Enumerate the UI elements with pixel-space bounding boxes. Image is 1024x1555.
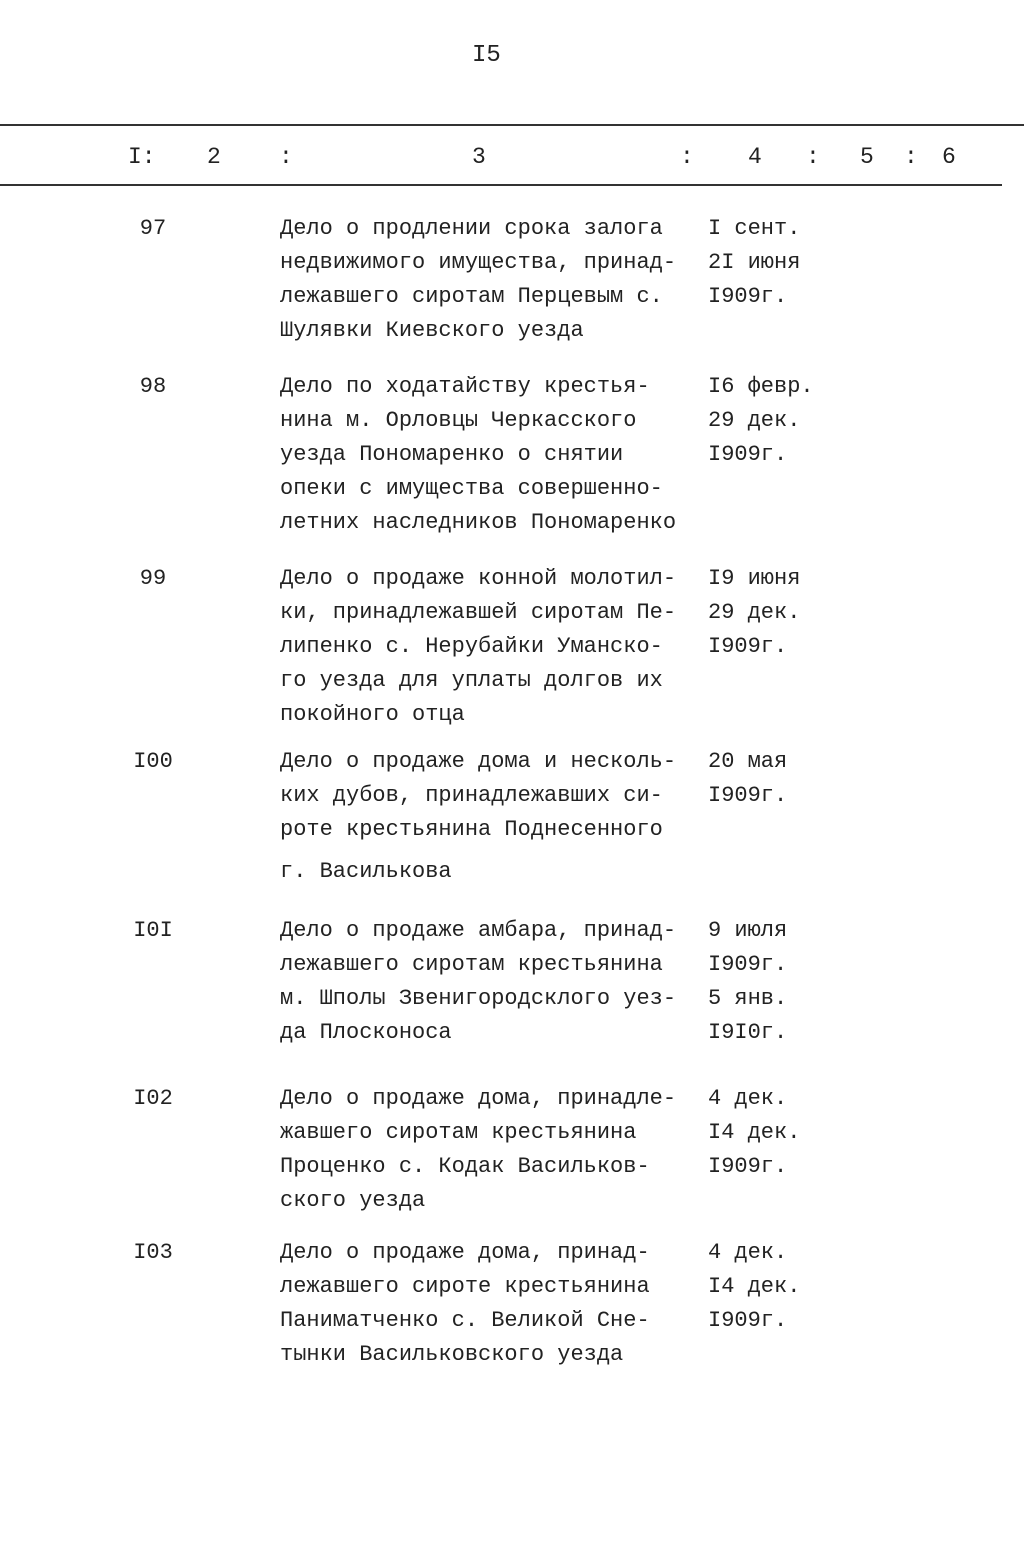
description-line: Шулявки Киевского уезда xyxy=(280,318,584,343)
date-line: 4 дек. xyxy=(708,1240,788,1265)
entry-number: I0I xyxy=(133,918,173,943)
entry-description xyxy=(280,562,676,732)
col-header-2: 2 xyxy=(207,144,221,170)
entry-dates xyxy=(708,212,800,314)
entry-description xyxy=(280,370,676,540)
col-header-4: 4 xyxy=(748,144,762,170)
date-line: I4 дек. xyxy=(708,1120,801,1145)
description-line: го уезда для уплаты долгов их xyxy=(280,668,663,693)
col-separator: : xyxy=(680,144,694,170)
description-line: роте крестьянина Поднесенного xyxy=(280,817,663,842)
date-line: I6 февр. xyxy=(708,374,814,399)
entry-number: 99 xyxy=(139,566,167,591)
entry-description xyxy=(280,745,676,889)
description-line: жавшего сиротам крестьянина xyxy=(280,1120,637,1145)
description-line: Дело о продаже амбара, принад- xyxy=(280,918,677,943)
description-line: Дело о продаже дома, принад- xyxy=(280,1240,650,1265)
date-line: I909г. xyxy=(708,952,788,977)
description-line: ки, принадлежавшей сиротам Пе- xyxy=(280,600,677,625)
col-header-1: I: xyxy=(128,144,156,170)
entry-number: I00 xyxy=(133,749,173,774)
entry-number: I03 xyxy=(133,1240,173,1265)
date-line: I909г. xyxy=(708,284,788,309)
entry-description xyxy=(280,914,676,1050)
description-line: покойного отца xyxy=(280,702,465,727)
description-line: Проценко с. Кодак Васильков- xyxy=(280,1154,650,1179)
entry-description xyxy=(280,1082,676,1218)
date-line: 20 мая xyxy=(708,749,788,774)
description-line: г. Василькова xyxy=(280,859,452,884)
description-line: лежавшего сиротам Перцевым с. xyxy=(280,284,663,309)
description-line: Дело о продаже дома, принадле- xyxy=(280,1086,677,1111)
date-line: 9 июля xyxy=(708,918,788,943)
entry-number: 97 xyxy=(139,216,167,241)
col-header-5: 5 xyxy=(860,144,874,170)
date-line: I909г. xyxy=(708,1308,788,1333)
date-line: I909г. xyxy=(708,783,788,808)
description-line: лежавшего сироте крестьянина xyxy=(280,1274,650,1299)
description-line: ского уезда xyxy=(280,1188,426,1213)
description-line: нина м. Орловцы Черкасского xyxy=(280,408,637,433)
entry-description xyxy=(280,212,676,348)
description-line: тынки Васильковского уезда xyxy=(280,1342,624,1367)
description-line: уезда Пономаренко о снятии xyxy=(280,442,624,467)
date-line: 29 дек. xyxy=(708,600,801,625)
date-line: I909г. xyxy=(708,1154,788,1179)
col-separator: : xyxy=(279,144,293,170)
entry-dates xyxy=(708,1236,800,1338)
date-line: 29 дек. xyxy=(708,408,801,433)
description-line: Дело о продаже конной молотил- xyxy=(280,566,677,591)
description-line: липенко с. Нерубайки Уманско- xyxy=(280,634,663,659)
entry-dates xyxy=(708,914,787,1050)
description-line: летних наследников Пономаренко xyxy=(280,510,677,535)
description-line: да Плосконоса xyxy=(280,1020,452,1045)
description-line: м. Шполы Звенигородсклого уез- xyxy=(280,986,677,1011)
description-line: недвижимого имущества, принад- xyxy=(280,250,677,275)
date-line: 4 дек. xyxy=(708,1086,788,1111)
col-header-3: 3 xyxy=(472,144,486,170)
date-line: I909г. xyxy=(708,442,788,467)
entry-number: 98 xyxy=(139,374,167,399)
page-number: I5 xyxy=(472,42,501,69)
header-rule xyxy=(0,184,1002,186)
date-line: 2I июня xyxy=(708,250,801,275)
date-line: 5 янв. xyxy=(708,986,788,1011)
description-line: опеки с имущества совершенно- xyxy=(280,476,663,501)
description-line: лежавшего сиротам крестьянина xyxy=(280,952,663,977)
description-line: Паниматченко с. Великой Сне- xyxy=(280,1308,650,1333)
col-header-6: 6 xyxy=(942,144,956,170)
entry-number: I02 xyxy=(133,1086,173,1111)
date-line: I909г. xyxy=(708,634,788,659)
description-line: Дело по ходатайству крестья- xyxy=(280,374,650,399)
entry-dates xyxy=(708,370,814,472)
date-line: I9I0г. xyxy=(708,1020,788,1045)
entry-dates xyxy=(708,1082,800,1184)
entry-dates xyxy=(708,745,787,813)
description-line: ких дубов, принадлежавших си- xyxy=(280,783,663,808)
entry-dates xyxy=(708,562,800,664)
date-line: I сент. xyxy=(708,216,801,241)
col-separator: : xyxy=(904,144,918,170)
col-separator: : xyxy=(806,144,820,170)
date-line: I4 дек. xyxy=(708,1274,801,1299)
entry-description xyxy=(280,1236,650,1372)
top-rule xyxy=(0,124,1024,126)
date-line: I9 июня xyxy=(708,566,801,591)
description-line: Дело о продаже дома и несколь- xyxy=(280,749,677,774)
description-line: Дело о продлении срока залога xyxy=(280,216,663,241)
